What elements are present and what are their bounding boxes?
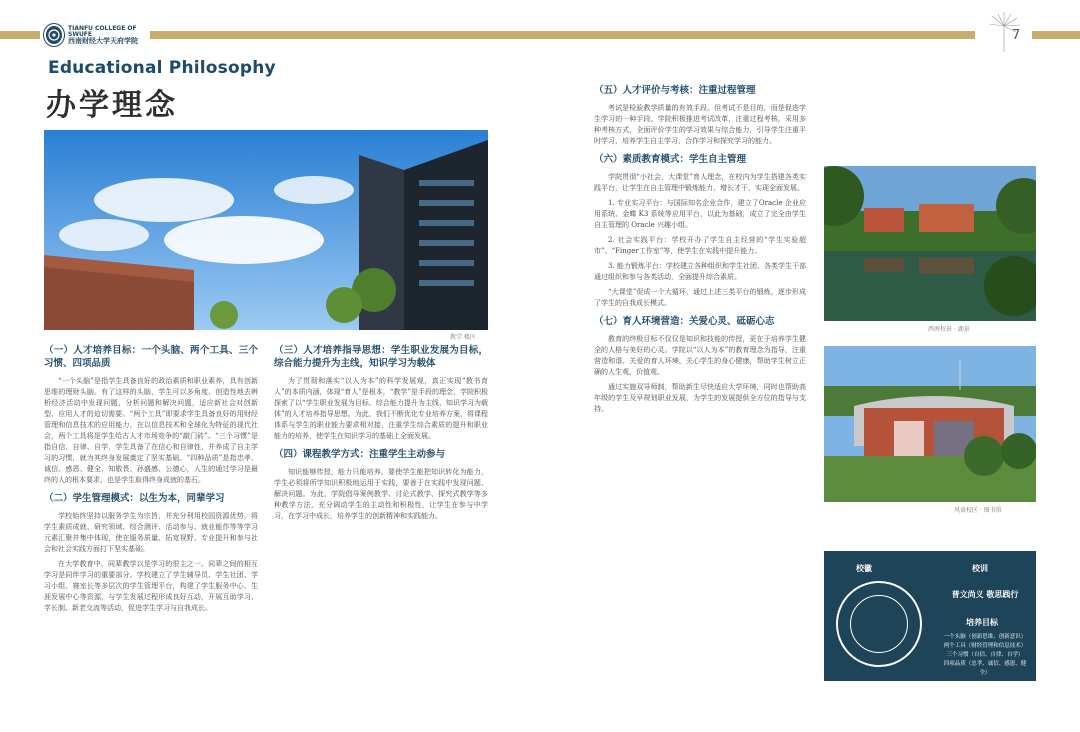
- section-5-heading: （五）人才评价与考核：注重过程管理: [594, 85, 756, 96]
- lake-campus-photo: [824, 166, 1036, 321]
- title-chinese: 办学理念: [46, 88, 178, 123]
- goals-label: 培养目标: [966, 618, 998, 627]
- hero-caption: 教学 楼区: [450, 334, 476, 341]
- section-7-para-1: 教育的终极目标不仅仅是知识和技能的传授，更在于培养学生健全的人格与美好的心灵。学院以“以人为本”的教育理念为指导，注重营造和谐、关爱的育人环境，关心学生的身心健康，帮助学生树立正确的人生观、价值观。: [594, 335, 806, 376]
- section-5-para: 考试是检验教学质量的有效手段。但考试不是目的，而是促进学生学习的一种手段。学院积极推进考试改革，注重过程考核，采用多种考核方式，全面评价学生的学习效果与综合能力，引导学生注重平时学习，培养学生自主学习、合作学习和探究学习的能力。: [594, 104, 806, 145]
- section-2-para-2: 在大学教育中，同辈教学以是学习的很主之一。同辈之间的相互学习是同伴学习的重要部分。学校建立了学生辅导员、学生社团、学习小组、寝室长等多层次的学生管理平台，构建了学生服务中心、生涯发展中心等资源，与学生发展过程形成良好互动，开展互助学习、学长制、新老交流等活动，促进学生学习与自我成长。: [44, 560, 258, 612]
- band-right: [1032, 31, 1080, 39]
- college-seal-icon: [836, 581, 922, 667]
- band-left: [0, 31, 40, 39]
- emblem-motto-card: [824, 551, 1036, 681]
- goal-item: 两个工具（财经管理和信息技术）: [943, 643, 1027, 649]
- section-7-para-2: 通过实施双导师制，帮助新生尽快适应大学环境，同时也帮助高年级的学生及早规划职业发展，为学生的发展提供全方位的指导与支持。: [594, 383, 806, 413]
- section-3-para: 为了贯彻和落实“以人为本”的科学发展观，真正实现“教书育人”的本质内涵，体现“育人”是根本，“教学”是手段的理念，学院积极探索了以“学生职业发展为目标、综合能力提升为主线、知识学习为载体”的人才培养指导思想。为此，我们不断优化专业培养方案，将课程体系与学生的职业能力要求相对接，注重学生综合素质的提升和职业能力的培养，使学生在知识学习的基础上全面发展。: [274, 377, 488, 440]
- motto-label: 校训: [972, 564, 988, 573]
- goal-item: 一个头脑（创新思维、创新意识）: [943, 634, 1027, 640]
- section-6-para-5: “大课堂”促成一个大循环，通过上述三类平台的锻炼，逐步形成了学生的自我成长模式。: [594, 288, 806, 307]
- column-1: [44, 338, 258, 708]
- photo-2-caption: 风景校区 · 图书馆: [954, 507, 1002, 514]
- college-motto: 普文尚义 敬思践行: [951, 589, 1019, 599]
- logo-text-en: TIANFU COLLEGE OF SWUFE: [68, 24, 137, 38]
- section-3-heading: （三）人才培养指导思想：学生职业发展为目标，综合能力提升为主线，知识学习为载体: [274, 345, 488, 369]
- library-photo: [824, 346, 1036, 502]
- section-6-para-3: 2. 社会实践平台：学校开办了学生自主经营的“学生实验超市”、“Finger工作室”等，使学生在实践中提升能力。: [594, 236, 806, 255]
- band-middle: [150, 31, 975, 39]
- goal-item: 三个习惯（自信、自律、自学）: [946, 652, 1024, 658]
- logo-text-cn: 西南财经大学天府学院: [68, 36, 138, 45]
- title-english: Educational Philosophy: [48, 58, 276, 78]
- section-6-para-4: 3. 能力锻炼平台：学校建立各种组织和学生社团，各类学生干部通过组织和参与各类活动，全面提升综合素质。: [594, 262, 806, 281]
- section-7-heading: （七）育人环境营造：关爱心灵、砥砺心志: [594, 316, 775, 327]
- top-band: [0, 24, 1080, 42]
- section-6-heading: （六）素质教育模式：学生自主管理: [594, 154, 747, 165]
- column-2: [274, 338, 488, 708]
- college-emblem-icon: [44, 24, 64, 46]
- page-number: 7: [1012, 28, 1021, 43]
- section-4-para: 知识能够传授，能力只能培养。要使学生能把知识转化为能力，学生必须将所学知识积极地运用于实践，要善于在实践中发现问题、解决问题。为此，学院倡导案例教学、讨论式教学、探究式教学等多种教学方法，充分调动学生的主动性和积极性，让学生在参与中学习，在学习中成长，培养学生的创新精神和实践能力。: [274, 468, 488, 520]
- section-1-para: “一个头脑”是指学生具备良好的政治素质和职业素养，具有创新思维的理财头脑。有了这样的头脑，学生可以多角度、创造性地去辨析经济活动中发现问题、分析问题和解决问题，适应新社会对创新型、应用人才的迫切需要。“两个工具”即要求学生具备良好的用财经管理和信息技术的应用能力，在以信息技术和全球化为特征的现代社会，两个工具将是学生给古人才市场竞争的“敲门砖”。“三个习惯”是指自信、自律、自学，学生具备了在信心和自律性，并养成了自主学习的习惯，就为其终身发展奠定了坚实基础。“四种品质”是指忠孝、诚信、感恩、健全，知敬畏、孙盛感、公德心，人生的通过学习是最终的人的根本要求，也是学生取得终身成就的基石。: [44, 377, 258, 484]
- photo-1-caption: 西南校景 · 湖景: [928, 326, 970, 333]
- section-2-para-1: 学校始终坚持以服务学生为宗旨，并充分利用校园资源优势，将学生素质成就、研究领域、综合测评、活动参与、就业能作等等学习元素汇聚并集中体现，使在服务质量、拓宽视野、专业提升和参与社会和社会实践方面打下坚实基础。: [44, 512, 258, 553]
- college-logo: [44, 22, 152, 48]
- section-1-heading: （一）人才培养目标：一个头脑、两个工具、三个习惯、四项品质: [44, 345, 258, 369]
- emblem-label: 校徽: [856, 564, 872, 573]
- goals-list: [942, 633, 1028, 678]
- section-6-para-1: 学院贯彻“小社会，大课堂”育人理念，在校内为学生搭建各类实践平台，让学生在自主管理中锻炼能力、增长才干，实现全面发展。: [594, 173, 806, 192]
- section-4-heading: （四）课程教学方式：注重学生主动参与: [274, 449, 446, 460]
- column-3: [594, 78, 806, 708]
- goal-item: 四项品质（忠孝、诚信、感恩、健全）: [943, 661, 1027, 676]
- hero-campus-photo: [44, 130, 488, 330]
- section-6-para-2: 1. 专业实习平台：与国际知名企业合作，建立了Oracle 企业应用系统、金蝶 K3 系统等应用平台，以此为基础，成立了完全由学生自主管理的 Oracle 兴趣小组。: [594, 199, 806, 229]
- section-2-heading: （二）学生管理模式：以生为本，同辈学习: [44, 493, 225, 504]
